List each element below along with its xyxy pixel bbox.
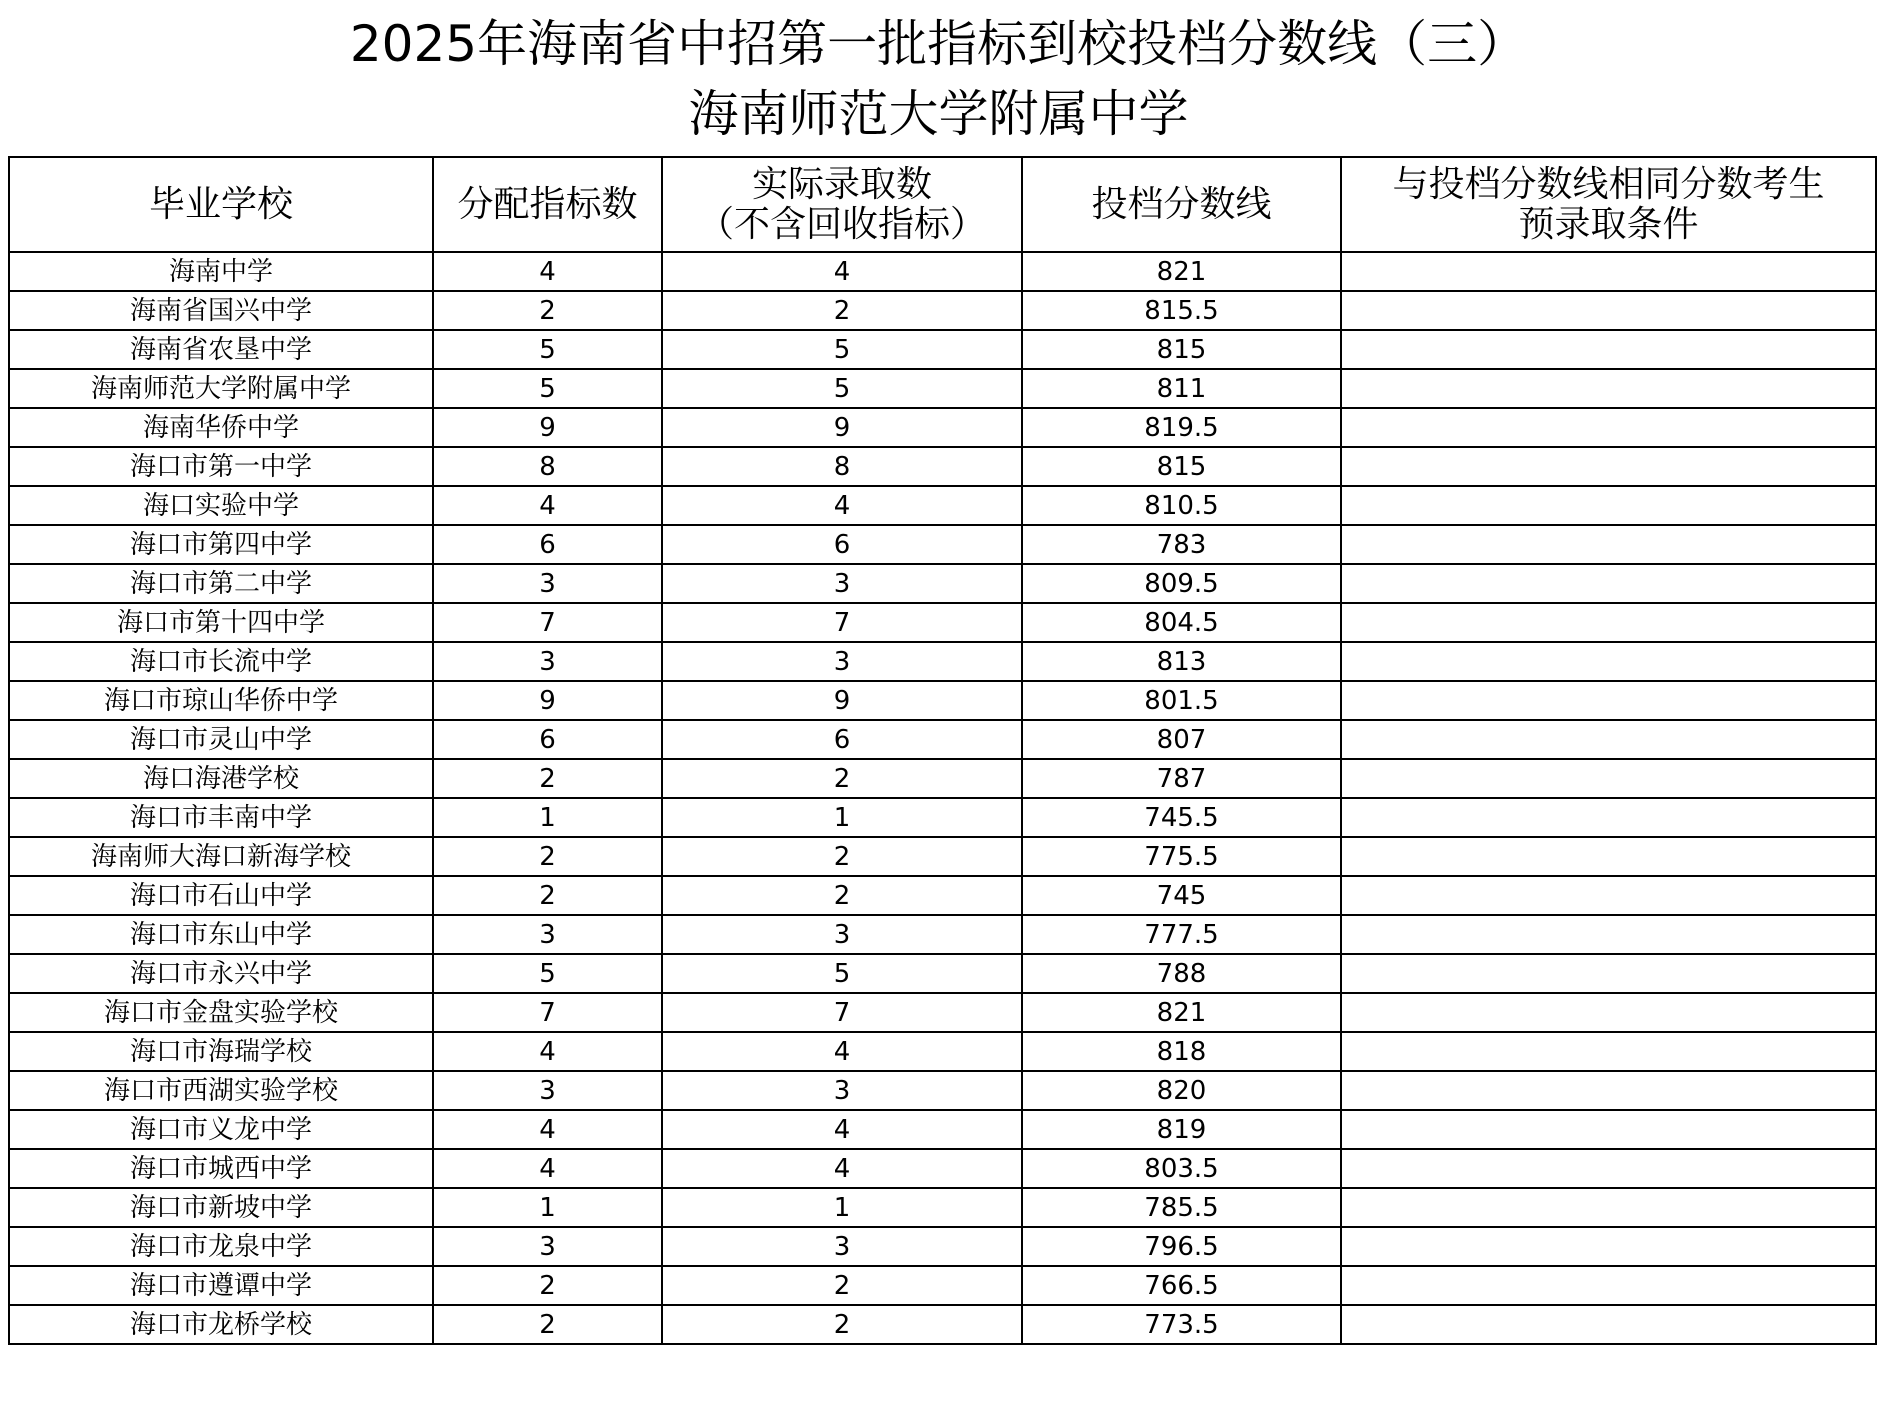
document-title [0,0,1877,156]
cell-condition [1341,837,1876,876]
cell-condition [1341,369,1876,408]
cell-quota: 5 [433,330,662,369]
cell-school: 海口市龙桥学校 [9,1305,433,1344]
cell-quota: 3 [433,1071,662,1110]
table-row [9,1071,1876,1110]
table-row [9,681,1876,720]
cell-condition [1341,1227,1876,1266]
cell-quota: 2 [433,291,662,330]
cell-admitted: 6 [662,720,1022,759]
cell-quota: 9 [433,408,662,447]
cell-condition [1341,1266,1876,1305]
cutoff-score-table [8,156,1877,1345]
cell-quota: 3 [433,642,662,681]
cell-cutoff: 818 [1022,1032,1341,1071]
cell-quota: 3 [433,915,662,954]
cell-school: 海口市第十四中学 [9,603,433,642]
cell-school: 海南师范大学附属中学 [9,369,433,408]
cell-cutoff: 807 [1022,720,1341,759]
table-row [9,954,1876,993]
cell-admitted: 4 [662,486,1022,525]
cell-admitted: 8 [662,447,1022,486]
cell-condition [1341,1188,1876,1227]
cell-cutoff: 787 [1022,759,1341,798]
cell-cutoff: 813 [1022,642,1341,681]
cell-school: 海口市第四中学 [9,525,433,564]
cell-admitted: 4 [662,1032,1022,1071]
cell-quota: 6 [433,720,662,759]
cell-cutoff: 811 [1022,369,1341,408]
cell-school: 海南省国兴中学 [9,291,433,330]
cell-school: 海口市金盘实验学校 [9,993,433,1032]
cell-admitted: 3 [662,642,1022,681]
cell-cutoff: 821 [1022,993,1341,1032]
cell-condition [1341,525,1876,564]
header-admitted-line-2: （不含回收指标） [697,203,986,245]
cell-school: 海口市永兴中学 [9,954,433,993]
cell-quota: 8 [433,447,662,486]
header-condition-line-1: 与投档分数线相同分数考生 [1392,163,1825,205]
cell-admitted: 2 [662,876,1022,915]
cell-cutoff: 745 [1022,876,1341,915]
header-admitted [662,157,1022,252]
cell-school: 海口市新坡中学 [9,1188,433,1227]
cell-quota: 6 [433,525,662,564]
cell-school: 海口市第一中学 [9,447,433,486]
table-row [9,1110,1876,1149]
cell-condition [1341,330,1876,369]
cell-cutoff: 777.5 [1022,915,1341,954]
title-line-1: 2025年海南省中招第一批指标到校投档分数线（三） [349,15,1528,73]
table-row [9,759,1876,798]
cell-cutoff: 788 [1022,954,1341,993]
cell-quota: 2 [433,1305,662,1344]
cell-school: 海口市琼山华侨中学 [9,681,433,720]
cell-cutoff: 819 [1022,1110,1341,1149]
cell-condition [1341,564,1876,603]
cell-condition [1341,798,1876,837]
table-row [9,837,1876,876]
table-row [9,642,1876,681]
cell-school: 海南中学 [9,252,433,291]
cell-cutoff: 775.5 [1022,837,1341,876]
cell-condition [1341,603,1876,642]
header-condition [1341,157,1876,252]
cell-school: 海口市石山中学 [9,876,433,915]
cell-cutoff: 810.5 [1022,486,1341,525]
cell-quota: 7 [433,993,662,1032]
cell-cutoff: 801.5 [1022,681,1341,720]
cell-condition [1341,1305,1876,1344]
cell-admitted: 3 [662,564,1022,603]
header-cutoff: 投档分数线 [1022,157,1341,252]
table-row [9,993,1876,1032]
table-body [9,252,1876,1344]
cell-admitted: 2 [662,291,1022,330]
cell-quota: 2 [433,837,662,876]
table-row [9,1266,1876,1305]
cell-cutoff: 785.5 [1022,1188,1341,1227]
cell-cutoff: 809.5 [1022,564,1341,603]
cell-cutoff: 804.5 [1022,603,1341,642]
table-row [9,798,1876,837]
cell-cutoff: 815 [1022,330,1341,369]
cell-cutoff: 773.5 [1022,1305,1341,1344]
cell-condition [1341,291,1876,330]
header-condition-line-2: 预录取条件 [1518,203,1699,245]
cell-admitted: 5 [662,954,1022,993]
cell-school: 海口市灵山中学 [9,720,433,759]
cell-condition [1341,447,1876,486]
cell-quota: 2 [433,759,662,798]
cell-quota: 2 [433,1266,662,1305]
cell-condition [1341,993,1876,1032]
table-row [9,876,1876,915]
cell-quota: 1 [433,798,662,837]
cell-condition [1341,1149,1876,1188]
cell-school: 海口市海瑞学校 [9,1032,433,1071]
cell-condition [1341,252,1876,291]
table-row [9,525,1876,564]
table-row [9,603,1876,642]
cell-school: 海口市第二中学 [9,564,433,603]
cell-admitted: 4 [662,1149,1022,1188]
cell-admitted: 2 [662,837,1022,876]
table-row [9,252,1876,291]
cell-admitted: 7 [662,603,1022,642]
header-admitted-line-1: 实际录取数 [751,163,932,205]
cell-admitted: 7 [662,993,1022,1032]
cell-admitted: 3 [662,915,1022,954]
cell-admitted: 5 [662,330,1022,369]
cell-school: 海口市义龙中学 [9,1110,433,1149]
cell-school: 海口市东山中学 [9,915,433,954]
cell-quota: 9 [433,681,662,720]
cell-admitted: 1 [662,798,1022,837]
table-row [9,720,1876,759]
cell-admitted: 1 [662,1188,1022,1227]
cell-school: 海南师大海口新海学校 [9,837,433,876]
cell-quota: 4 [433,486,662,525]
cell-cutoff: 815 [1022,447,1341,486]
cell-condition [1341,681,1876,720]
cell-admitted: 9 [662,408,1022,447]
header-row [9,157,1876,252]
cell-condition [1341,1071,1876,1110]
cell-condition [1341,954,1876,993]
cell-school: 海口市城西中学 [9,1149,433,1188]
cell-school: 海口海港学校 [9,759,433,798]
cell-condition [1341,486,1876,525]
table-row [9,447,1876,486]
cell-cutoff: 783 [1022,525,1341,564]
table-row [9,1188,1876,1227]
title-line-2: 海南师范大学附属中学 [688,85,1189,143]
cell-school: 海口实验中学 [9,486,433,525]
table-row [9,915,1876,954]
header-school: 毕业学校 [9,157,433,252]
cell-admitted: 6 [662,525,1022,564]
cell-admitted: 4 [662,252,1022,291]
cell-quota: 3 [433,564,662,603]
cell-quota: 5 [433,954,662,993]
table-row [9,369,1876,408]
cell-quota: 4 [433,252,662,291]
cell-quota: 7 [433,603,662,642]
table-row [9,408,1876,447]
cell-admitted: 9 [662,681,1022,720]
cell-admitted: 5 [662,369,1022,408]
cell-cutoff: 766.5 [1022,1266,1341,1305]
cell-cutoff: 745.5 [1022,798,1341,837]
cell-school: 海口市西湖实验学校 [9,1071,433,1110]
cell-admitted: 3 [662,1227,1022,1266]
cell-condition [1341,720,1876,759]
cell-school: 海南华侨中学 [9,408,433,447]
cell-school: 海南省农垦中学 [9,330,433,369]
cell-admitted: 3 [662,1071,1022,1110]
cell-cutoff: 815.5 [1022,291,1341,330]
cell-school: 海口市长流中学 [9,642,433,681]
cell-quota: 5 [433,369,662,408]
cell-school: 海口市丰南中学 [9,798,433,837]
cell-admitted: 2 [662,759,1022,798]
cell-cutoff: 821 [1022,252,1341,291]
table-row [9,564,1876,603]
cell-admitted: 4 [662,1110,1022,1149]
cell-quota: 4 [433,1110,662,1149]
cell-condition [1341,642,1876,681]
cell-condition [1341,1110,1876,1149]
table-row [9,1305,1876,1344]
cell-school: 海口市遵谭中学 [9,1266,433,1305]
table-row [9,1032,1876,1071]
cell-cutoff: 820 [1022,1071,1341,1110]
table-row [9,1227,1876,1266]
table-row [9,291,1876,330]
table-row [9,486,1876,525]
cell-cutoff: 796.5 [1022,1227,1341,1266]
cell-condition [1341,759,1876,798]
cell-quota: 4 [433,1032,662,1071]
cell-condition [1341,915,1876,954]
cell-condition [1341,408,1876,447]
cell-condition [1341,876,1876,915]
table-row [9,1149,1876,1188]
table-row [9,330,1876,369]
cell-admitted: 2 [662,1305,1022,1344]
cell-quota: 3 [433,1227,662,1266]
cell-cutoff: 819.5 [1022,408,1341,447]
header-quota: 分配指标数 [433,157,662,252]
cell-quota: 2 [433,876,662,915]
cell-quota: 1 [433,1188,662,1227]
cell-condition [1341,1032,1876,1071]
cell-school: 海口市龙泉中学 [9,1227,433,1266]
cell-quota: 4 [433,1149,662,1188]
cell-cutoff: 803.5 [1022,1149,1341,1188]
cell-admitted: 2 [662,1266,1022,1305]
